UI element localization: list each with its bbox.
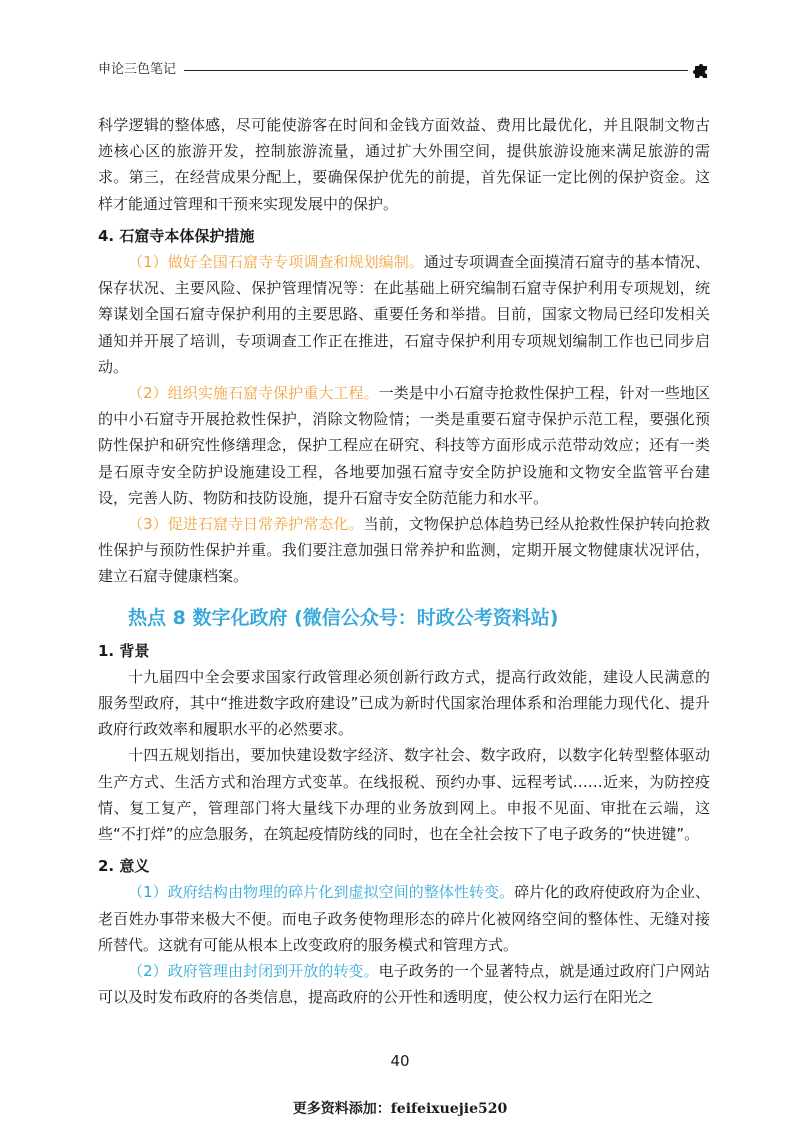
page-number: 40: [390, 1052, 410, 1070]
puzzle-icon: [692, 61, 710, 79]
footer-note: 更多资料添加：feifeixuejie520: [292, 1101, 508, 1117]
item-text: 通过专项调查全面摸清石窟寺的基本情况、保存状况、主要风险、保护管理情况等：在此基础上研究编制石窟寺保护利用专项规划，统筹谋划全国石窟寺保护利用的主要思路、重要任务和举措。目前，国家文物局已经印发相关通知并开展了培训，专项调查工作正在推进，石窟寺保护利用专项规划编制工作也已同步启动。: [98, 253, 711, 376]
item-text: 一类是中小石窟寺抢救性保护工程，针对一些地区的中小石窟寺开展抢救性保护，消除文物险情；一类是重要石窟寺保护示范工程，要强化预防性保护和研究性修缮理念，保护工程应在研究、科技等方面形成示范带动效应；还有一类是石原寺安全防护设施建设工程，各地要加强石窟寺安全防护设施和文物安全监管平台建设，完善人防、物防和技防设施，提升石窟寺安全防范能力和水平。: [98, 384, 710, 507]
header-title: 申论三色笔记: [98, 62, 177, 77]
hot-topic-title: 热点 8 数字化政府 (微信公众号：时政公考资料站): [128, 606, 559, 629]
page-content: [98, 112, 710, 1011]
protection-item-3: [98, 511, 710, 590]
section-heading-meaning: 2. 意义: [98, 857, 150, 876]
section-heading-background: 1. 背景: [98, 641, 150, 660]
intro-paragraph: 科学逻辑的整体感，尽可能使游客在时间和金钱方面效益、费用比最优化，并且限制文物古迹核心区的旅游开发，控制旅游流量，通过扩大外围空间，提供旅游设施来满足旅游的需求。第三，在经营成果分配上，要确保保护优先的前提，首先保证一定比例的保护资金。这样才能通过管理和干预来实现发展中的保护。: [98, 116, 710, 213]
protection-item-2: [98, 380, 710, 511]
item-text: 当前，文物保护总体趋势已经从抢救性保护转向抢救性保护与预防性保护并重。我们要注意加强日常养护和监测，定期开展文物健康状况评估，建立石窟寺健康档案。: [98, 515, 710, 586]
item-lead: （3）促进石窟寺日常养护常态化。: [128, 515, 364, 534]
background-paragraph-2: 十四五规划指出，要加快建设数字经济、数字社会、数字政府，以数字化转型整体驱动生产方式、生活方式和治理方式变革。在线报税、预约办事、远程考试……近来，为防控疫情、复工复产，管理部门将大量线下办理的业务放到网上。申报不见面、审批在云端，这些“不打烊”的应急服务，在筑起疫情防线的同时，也在全社会按下了电子政务的“快进键”。: [98, 746, 710, 844]
item-lead: （2）政府管理由封闭到开放的转变。: [128, 962, 379, 981]
meaning-item-2: [98, 958, 710, 1010]
meaning-item-1: [98, 879, 710, 958]
header-rule: [184, 70, 688, 71]
item-lead: （1）做好全国石窟寺专项调查和规划编制。: [128, 253, 424, 272]
item-lead: （2）组织实施石窟寺保护重大工程。: [128, 384, 379, 403]
protection-item-1: [98, 249, 710, 380]
background-paragraph-1: 十九届四中全会要求国家行政管理必须创新行政方式，提高行政效能，建设人民满意的服务型政府，其中“推进数字政府建设”已成为新时代国家治理体系和治理能力现代化、提升政府行政效率和履职水平的必然要求。: [98, 667, 710, 739]
section-heading-protection: 4. 石窟寺本体保护措施: [98, 226, 255, 245]
item-text: 碎片化的政府使政府为企业、老百姓办事带来极大不便。而电子政务使物理形态的碎片化被网络空间的整体性、无缝对接所替代。这就有可能从根本上改变政府的服务模式和管理方式。: [98, 883, 710, 954]
item-text: 电子政务的一个显著特点，就是通过政府门户网站可以及时发布政府的各类信息，提高政府的公开性和透明度，使公权力运行在阳光之: [98, 962, 710, 1007]
item-lead: （1）政府结构由物理的碎片化到虚拟空间的整体性转变。: [128, 883, 515, 902]
page-header: [98, 60, 710, 80]
